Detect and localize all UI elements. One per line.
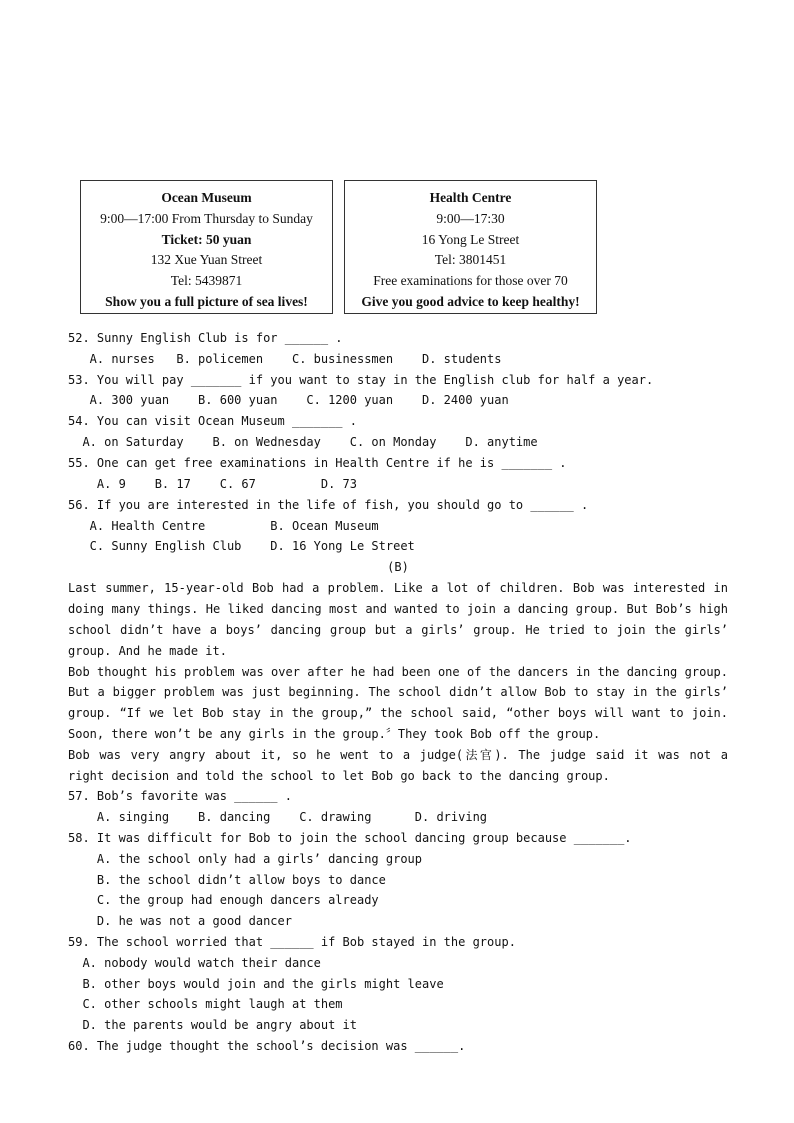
passage-line: But a bigger problem was just beginning. The school didn’t allow Bob to stay in the girls’ bbox=[68, 685, 728, 699]
question-58: 58. It was difficult for Bob to join the school dancing group because _______. bbox=[68, 831, 632, 845]
health-title: Health Centre bbox=[429, 190, 512, 205]
question-53-options: A. 300 yuan B. 600 yuan C. 1200 yuan D. 2400 yuan bbox=[68, 393, 509, 407]
question-59-option-a: A. nobody would watch their dance bbox=[68, 956, 321, 970]
question-58-option-d: D. he was not a good dancer bbox=[68, 914, 292, 928]
question-54-options: A. on Saturday B. on Wednesday C. on Monday D. anytime bbox=[68, 435, 538, 449]
ocean-title: Ocean Museum bbox=[161, 190, 252, 205]
section-b-heading: (B) bbox=[387, 560, 409, 574]
health-tel: Tel: 3801451 bbox=[434, 252, 507, 268]
question-58-option-a: A. the school only had a girls’ dancing group bbox=[68, 852, 423, 866]
passage-line: Bob thought his problem was over after he had been one of the dancers in the dancing group. bbox=[68, 665, 728, 679]
ocean-address: 132 Xue Yuan Street bbox=[150, 252, 263, 268]
passage-line: group. And he made it. bbox=[68, 644, 227, 658]
passage-line: Soon, there won’t be any girls in the group.〞They took Bob off the group. bbox=[68, 727, 601, 741]
question-58-option-b: B. the school didn’t allow boys to dance bbox=[68, 873, 386, 887]
health-hours: 9:00—17:30 bbox=[436, 210, 505, 226]
question-55: 55. One can get free examinations in Health Centre if he is _______ . bbox=[68, 456, 567, 470]
question-60: 60. The judge thought the school’s decision was ______. bbox=[68, 1039, 466, 1053]
health-note: Free examinations for those over 70 bbox=[373, 273, 568, 289]
question-58-option-c: C. the group had enough dancers already bbox=[68, 893, 379, 907]
question-54: 54. You can visit Ocean Museum _______ . bbox=[68, 414, 357, 428]
passage-line: school didn’t have a boys’ dancing group but a girls’ group. He tried to join the girls’ bbox=[68, 623, 728, 637]
passage-line: doing many things. He liked dancing most and wanted to join a dancing group. But Bob’s high bbox=[68, 602, 728, 616]
question-56: 56. If you are interested in the life of fish, you should go to ______ . bbox=[68, 498, 589, 512]
question-57-options: A. singing B. dancing C. drawing D. driving bbox=[68, 810, 488, 824]
question-55-options: A. 9 B. 17 C. 67 D. 73 bbox=[68, 477, 357, 491]
question-56-options-cd: C. Sunny English Club D. 16 Yong Le Street bbox=[68, 539, 415, 553]
health-address: 16 Yong Le Street bbox=[421, 231, 520, 247]
passage-line: right decision and told the school to let Bob go back to the dancing group. bbox=[68, 769, 610, 783]
question-52: 52. Sunny English Club is for ______ . bbox=[68, 331, 343, 345]
question-57: 57. Bob’s favorite was ______ . bbox=[68, 789, 292, 803]
health-slogan: Give you good advice to keep healthy! bbox=[361, 293, 580, 309]
ocean-ticket: Ticket: 50 yuan bbox=[161, 231, 252, 247]
passage-line: Bob was very angry about it, so he went to a judge(法官). The judge said it was not a bbox=[68, 748, 728, 762]
question-59-option-b: B. other boys would join and the girls might leave bbox=[68, 977, 444, 991]
question-52-options: A. nurses B. policemen C. businessmen D. students bbox=[68, 352, 502, 366]
question-59-option-c: C. other schools might laugh at them bbox=[68, 997, 343, 1011]
question-59: 59. The school worried that ______ if Bob stayed in the group. bbox=[68, 935, 516, 949]
question-56-options-ab: A. Health Centre B. Ocean Museum bbox=[68, 519, 379, 533]
ocean-hours: 9:00—17:00 From Thursday to Sunday bbox=[100, 210, 313, 226]
passage-line: group. “If we let Bob stay in the group,” the school said, “other boys will want to join. bbox=[68, 706, 728, 720]
question-53: 53. You will pay _______ if you want to stay in the English club for half a year. bbox=[68, 373, 654, 387]
ocean-tel: Tel: 5439871 bbox=[170, 273, 243, 289]
passage-line: Last summer, 15-year-old Bob had a problem. Like a lot of children. Bob was interested in bbox=[68, 581, 728, 595]
question-59-option-d: D. the parents would be angry about it bbox=[68, 1018, 357, 1032]
ocean-slogan: Show you a full picture of sea lives! bbox=[105, 293, 308, 309]
ocean-museum-notice bbox=[80, 180, 333, 314]
health-centre-notice bbox=[344, 180, 597, 314]
